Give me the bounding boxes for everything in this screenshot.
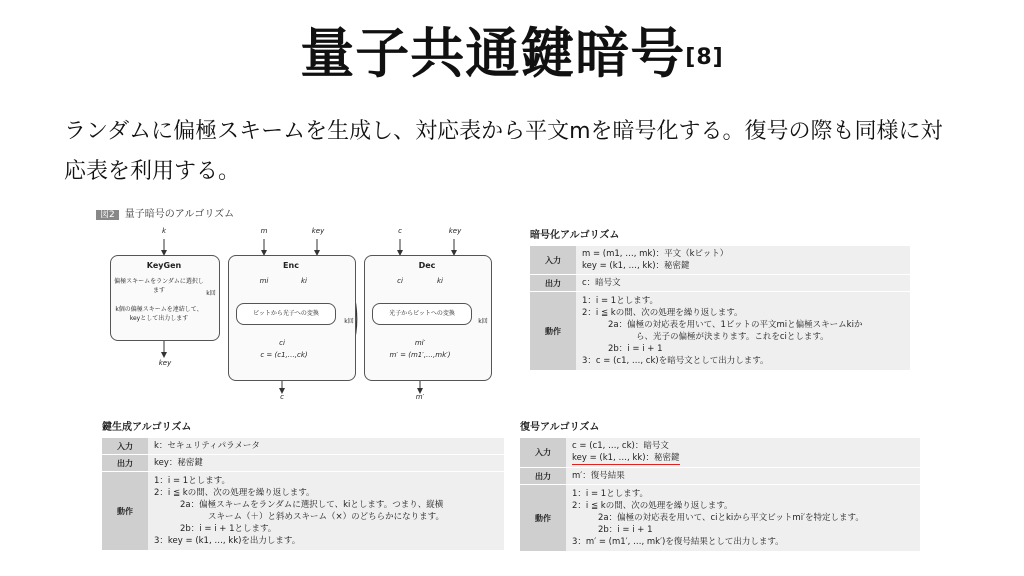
keygen-output-label: 出力: [102, 455, 148, 472]
enc-algorithm: [530, 226, 910, 370]
dec-step: 2a：偏極の対応表を用いて、ciとkiから平文ビットmi′を特定します。: [598, 513, 864, 523]
enc-step: 1：i = 1とします。: [582, 296, 659, 306]
dec-algo-title: 復号アルゴリズム: [520, 422, 600, 433]
table-row: [520, 485, 920, 552]
dec-loop-label: k回: [478, 318, 488, 325]
page-title: 量子共通鍵暗号[8]: [300, 22, 724, 85]
keygen-step: 2：i ≦ kの間、次の処理を繰り返します。: [154, 488, 315, 498]
enc-action-label: 動作: [530, 292, 576, 371]
enc-formula: c = (c1,…,ck): [260, 351, 308, 359]
enc-output-label: c: [280, 393, 284, 401]
intro-text: ランダムに偏極スキームを生成し、対応表から平文mを暗号化する。復号の際も同様に対応表を利用する。: [64, 119, 943, 184]
table-row: [530, 275, 910, 292]
dec-output-label: 出力: [520, 468, 566, 485]
dec-in2-label: key: [448, 227, 462, 235]
enc-step: ら、光子の偏極が決まります。これをciとします。: [636, 332, 829, 342]
figure-caption: [96, 205, 234, 220]
enc-input-line: key = (k1, …, kk)：秘密鍵: [582, 261, 690, 271]
table-row: [102, 455, 504, 472]
keygen-output-label: key: [158, 359, 172, 367]
dec-step: 2：i ≦ kの間、次の処理を繰り返します。: [572, 501, 733, 511]
enc-in2-label: key: [311, 227, 325, 235]
enc-input-label: 入力: [530, 246, 576, 275]
figure-tag: 図2: [96, 210, 119, 220]
figure-area: [104, 225, 494, 405]
enc-output-label: 出力: [530, 275, 576, 292]
dec-output-line: m′：復号結果: [566, 468, 920, 485]
dec-v2: ki: [437, 277, 443, 285]
enc-algo-table: [530, 245, 910, 370]
enc-loop-label: k回: [344, 318, 354, 325]
dec-step: 3：m′ = (m1′, …, mk′)を復号結果として出力します。: [572, 537, 784, 547]
table-row: [102, 472, 504, 551]
enc-output-line: c：暗号文: [576, 275, 910, 292]
keygen-step: 1：i = 1とします。: [154, 476, 231, 486]
table-row: [520, 468, 920, 485]
dec-step: 2b：i = i + 1: [598, 525, 653, 535]
keygen-step: 2a：偏極スキームをランダムに選択して、kiとします。つまり、縦横: [180, 500, 444, 510]
enc-v2: ki: [301, 277, 307, 285]
table-row: [520, 438, 920, 468]
keygen-step: 2b：i = i + 1とします。: [180, 524, 277, 534]
table-row: [530, 292, 910, 371]
figure-quantum-crypto: [96, 205, 502, 405]
enc-in1-label: m: [260, 227, 268, 235]
title-reference: [8]: [685, 45, 724, 70]
keygen-input-label: 入力: [102, 438, 148, 455]
enc-input-line: m = (m1, …, mk)：平文（kビット）: [582, 249, 729, 259]
table-row: [102, 438, 504, 455]
keygen-output-line: key：秘密鍵: [148, 455, 504, 472]
keygen-text2: k個の偏極スキームを連結して、keyとして出力します: [115, 306, 203, 322]
enc-step: 2：i ≦ kの間、次の処理を繰り返します。: [582, 308, 743, 318]
dec-input-line: c = (c1, …, ck)：暗号文: [572, 441, 669, 451]
keygen-action-label: 動作: [102, 472, 148, 551]
dec-title: Dec: [418, 261, 436, 270]
enc-algo-title: 暗号化アルゴリズム: [530, 230, 620, 241]
dec-input-label: 入力: [520, 438, 566, 468]
enc-step: 3：c = (c1, …, ck)を暗号文として出力します。: [582, 356, 769, 366]
dec-v1: ci: [397, 277, 403, 285]
dec-convert-box: 光子からビットへの変換: [372, 303, 472, 325]
dec-input-line-highlighted: key = (k1, …, kk)：秘密鍵: [572, 453, 680, 463]
keygen-step: 3：key = (k1, …, kk)を出力します。: [154, 536, 301, 546]
keygen-input-line: k：セキュリティパラメータ: [148, 438, 504, 455]
keygen-algo-title: 鍵生成アルゴリズム: [102, 422, 192, 433]
dec-step: 1：i = 1とします。: [572, 489, 649, 499]
keygen-algorithm: [102, 418, 504, 550]
keygen-title: KeyGen: [146, 261, 182, 270]
keygen-input-label: k: [161, 227, 167, 235]
enc-out-var: ci: [279, 339, 285, 347]
dec-output-label: m′: [415, 393, 425, 401]
keygen-algo-table: [102, 437, 504, 550]
keygen-loop-label: k回: [206, 290, 216, 297]
dec-out-var: mi′: [414, 339, 426, 347]
dec-algorithm: [520, 418, 920, 551]
dec-in1-label: c: [398, 227, 402, 235]
enc-step: 2b：i = i + 1: [608, 344, 663, 354]
dec-algo-table: [520, 437, 920, 551]
keygen-step: スキーム（＋）と斜めスキーム（×）のどちらかになります。: [208, 512, 444, 522]
enc-v1: mi: [259, 277, 269, 285]
enc-title: Enc: [283, 261, 299, 270]
dec-action-label: 動作: [520, 485, 566, 552]
table-row: [530, 246, 910, 275]
enc-step: 2a：偏極の対応表を用いて、1ビットの平文miと偏極スキームkiか: [608, 320, 863, 330]
keygen-text1: 偏極スキームをランダムに選択します: [114, 278, 204, 294]
dec-formula: m′ = (m1′,…,mk′): [389, 351, 451, 359]
figure-caption-text: 量子暗号のアルゴリズム: [124, 209, 235, 220]
enc-convert-box: ビットから光子への変換: [236, 303, 336, 325]
